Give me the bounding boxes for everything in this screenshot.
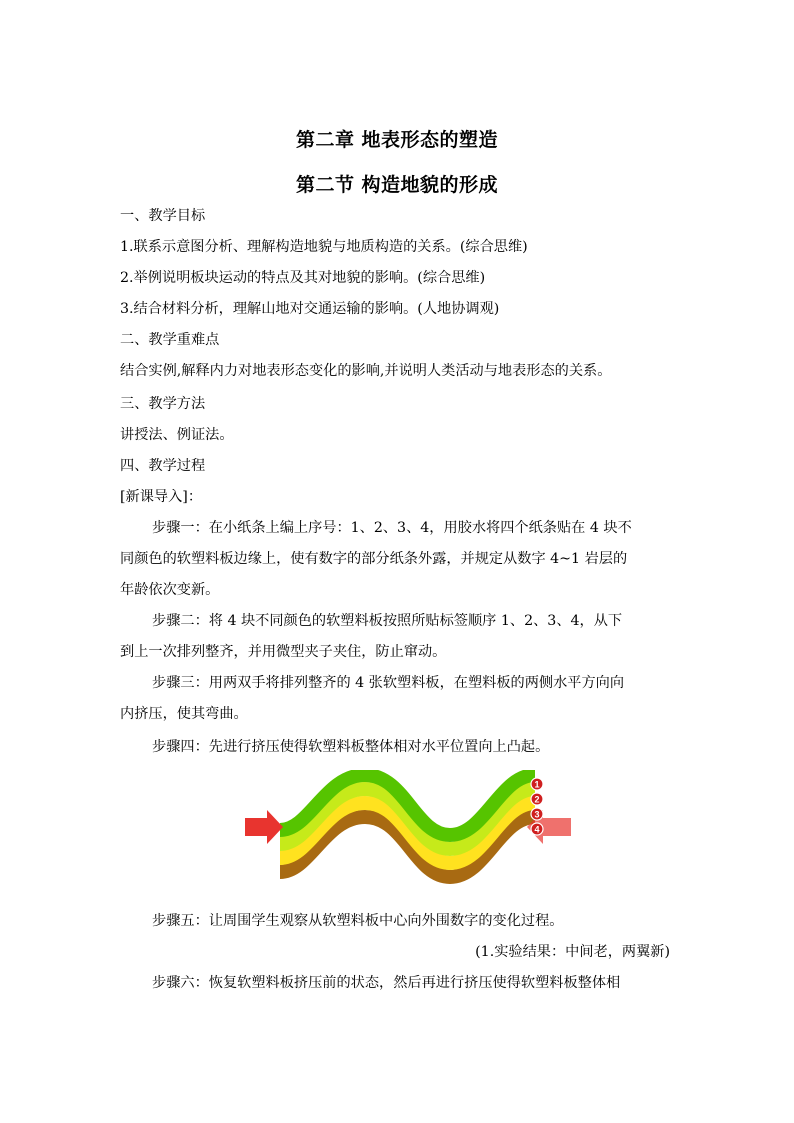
heading-process: 四、教学过程 (120, 458, 206, 474)
step1-line3: 年龄依次变新。 (120, 582, 220, 598)
step1-line2: 同颜色的软塑料板边缘上，使有数字的部分纸条外露，并规定从数字 4~1 岩层的 (120, 551, 628, 567)
layer-label-3: 3 (534, 809, 540, 820)
left-arrow (245, 810, 283, 844)
heading-objectives: 一、教学目标 (120, 208, 206, 224)
step5-line1: 步骤五：让周围学生观察从软塑料板中心向外围数字的变化过程。 (152, 913, 564, 929)
layer-label-4: 4 (534, 824, 540, 835)
layer-label-1: 1 (534, 779, 540, 790)
methods-text: 讲授法、例证法。 (120, 427, 234, 443)
objective-1: 1.联系示意图分析、理解构造地貌与地质构造的关系。(综合思维) (120, 239, 528, 255)
step3-line2: 内挤压，使其弯曲。 (120, 706, 248, 722)
result-note: (1.实验结果：中间老，两翼新) (475, 944, 670, 960)
step2-line2: 到上一次排列整齐，并用微型夹子夹住，防止窜动。 (120, 644, 447, 660)
layer-label-2: 2 (534, 794, 540, 805)
step4-line1: 步骤四：先进行挤压使得软塑料板整体相对水平位置向上凸起。 (152, 739, 550, 755)
section-title: 第二节 构造地貌的形成 (295, 174, 499, 196)
step1-line1: 步骤一：在小纸条上编上序号：1、2、3、4，用胶水将四个纸条贴在 4 块不 (152, 520, 632, 536)
intro-label: [新课导入]： (120, 489, 203, 505)
fold-diagram (245, 770, 575, 895)
key-points-text: 结合实例,解释内力对地表形态变化的影响,并说明人类活动与地表形态的关系。 (120, 363, 612, 379)
step6-line1: 步骤六：恢复软塑料板挤压前的状态，然后再进行挤压使得软塑料板整体相 (152, 975, 621, 991)
objective-2: 2.举例说明板块运动的特点及其对地貌的影响。(综合思维) (120, 270, 486, 286)
objective-3: 3.结合材料分析，理解山地对交通运输的影响。(人地协调观) (120, 301, 500, 317)
heading-methods: 三、教学方法 (120, 396, 206, 412)
heading-key-points: 二、教学重难点 (120, 332, 220, 348)
step3-line1: 步骤三：用两双手将排列整齐的 4 张软塑料板，在塑料板的两侧水平方向向 (152, 675, 625, 691)
step2-line1: 步骤二：将 4 块不同颜色的软塑料板按照所贴标签顺序 1、2、3、4，从下 (152, 613, 623, 629)
chapter-title: 第二章 地表形态的塑造 (295, 129, 499, 151)
